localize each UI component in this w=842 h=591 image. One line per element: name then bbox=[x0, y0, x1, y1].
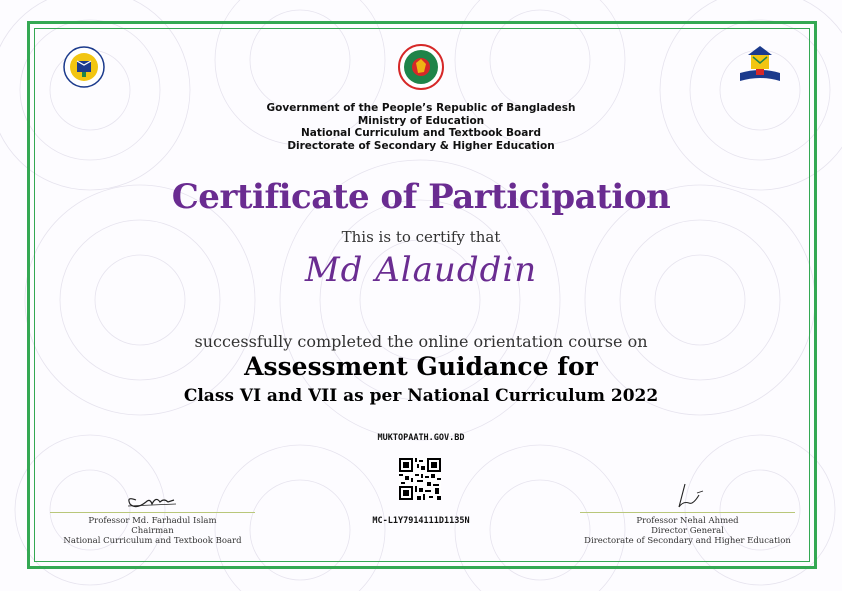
header-dshe: Directorate of Secondary & Higher Education bbox=[287, 139, 555, 152]
signatory-right-organization: Directorate of Secondary and Higher Education bbox=[584, 536, 791, 546]
dshe-logo-icon bbox=[734, 43, 786, 89]
signature-right-icon bbox=[663, 481, 713, 512]
header-nctb: National Curriculum and Textbook Board bbox=[300, 127, 542, 139]
recipient-name: Md Alauddin bbox=[304, 250, 538, 290]
signatory-right-name: Professor Nehal Ahmed bbox=[636, 516, 739, 526]
certificate-title: Certificate of Participation bbox=[171, 177, 671, 217]
course-title-line1: Assessment Guidance for bbox=[244, 352, 598, 381]
header-government: Government of the People’s Republic of Bangladesh bbox=[266, 102, 576, 114]
signature-left-icon bbox=[118, 486, 188, 512]
signatory-left bbox=[40, 486, 265, 546]
government-seal-icon bbox=[397, 43, 445, 91]
certificate-code: MC-L1Y7914111D1135N bbox=[372, 516, 470, 526]
course-title-line2: Class VI and VII as per National Curriculum 2022 bbox=[183, 386, 659, 406]
signatory-left-name: Professor Md. Farhadul Islam bbox=[88, 516, 217, 526]
signatory-right bbox=[570, 481, 805, 546]
issuer-header bbox=[0, 102, 842, 152]
nctb-logo-icon bbox=[62, 45, 106, 89]
signature-line-left bbox=[50, 512, 255, 513]
qr-code-icon[interactable] bbox=[399, 458, 441, 500]
verification-website[interactable]: MUKTOPAATH.GOV.BD bbox=[377, 433, 465, 443]
certify-text: This is to certify that bbox=[341, 228, 501, 246]
signatory-left-organization: National Curriculum and Textbook Board bbox=[63, 536, 242, 546]
completion-text: successfully completed the online orientation course on bbox=[194, 332, 648, 351]
signatory-right-title: Director General bbox=[651, 526, 724, 536]
signatory-left-title: Chairman bbox=[131, 526, 174, 536]
header-ministry: Ministry of Education bbox=[357, 114, 485, 127]
signature-line-right bbox=[580, 512, 795, 513]
